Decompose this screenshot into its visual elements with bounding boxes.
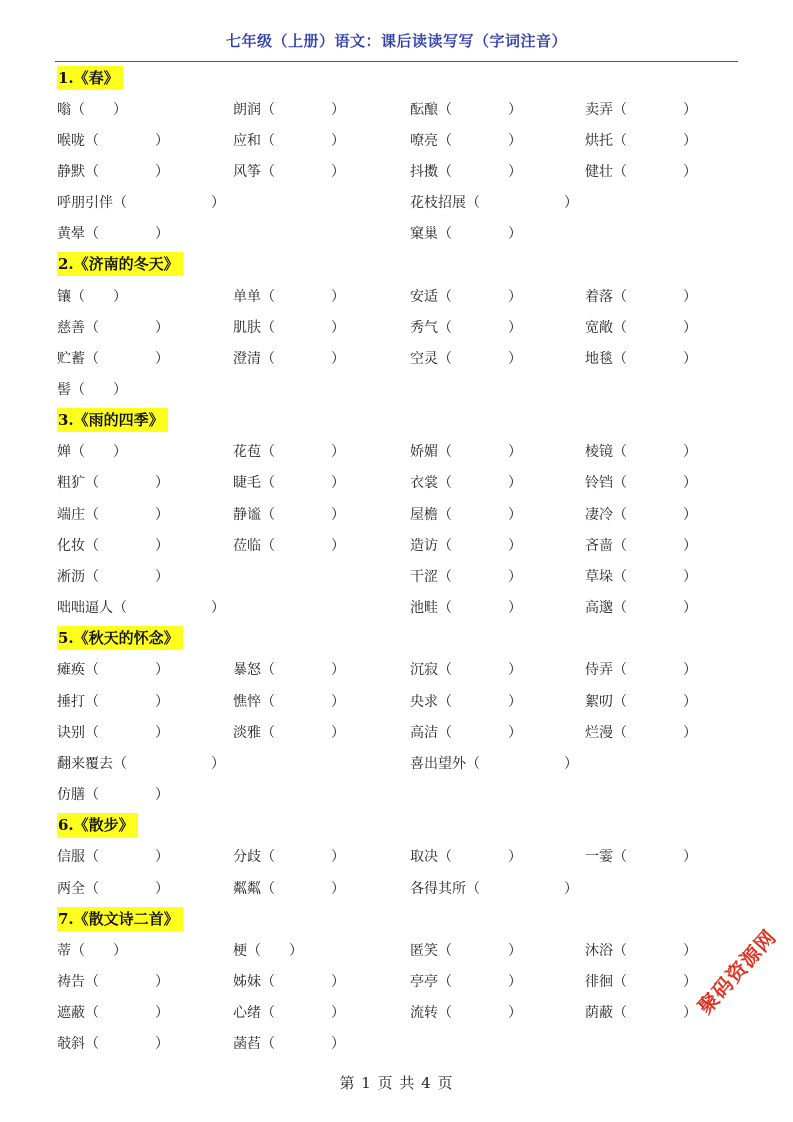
vocab-item: 烂漫（ ） bbox=[585, 724, 697, 741]
section-title: 6.《散步》 bbox=[57, 813, 138, 837]
vocab-item: 蒂（ ） bbox=[57, 942, 127, 959]
vocab-item: 流转（ ） bbox=[410, 1005, 522, 1022]
vocab-item: 草垛（ ） bbox=[585, 569, 697, 586]
word-row bbox=[57, 592, 737, 623]
vocab-item: 秀气（ ） bbox=[410, 319, 522, 336]
word-row bbox=[57, 779, 737, 810]
word-row bbox=[57, 997, 737, 1028]
vocab-item: 贮蓄（ ） bbox=[57, 350, 169, 367]
vocab-item: 侍弄（ ） bbox=[585, 662, 697, 679]
vocab-item: 池畦（ ） bbox=[410, 600, 522, 617]
vocab-item: 呼朋引伴（ ） bbox=[57, 195, 225, 212]
vocab-item: 取决（ ） bbox=[410, 849, 522, 866]
vocab-item: 信服（ ） bbox=[57, 849, 169, 866]
vocab-item: 亭亭（ ） bbox=[410, 973, 522, 990]
word-row bbox=[57, 1028, 737, 1059]
vocab-item: 淡雅（ ） bbox=[233, 724, 345, 741]
word-row bbox=[57, 654, 737, 685]
vocab-item: 干涩（ ） bbox=[410, 569, 522, 586]
vocab-item: 沐浴（ ） bbox=[585, 942, 697, 959]
section-title: 3.《雨的四季》 bbox=[57, 408, 168, 432]
vocab-item: 窠巢（ ） bbox=[410, 226, 522, 243]
word-row bbox=[57, 841, 737, 872]
section-header bbox=[57, 623, 737, 654]
vocab-item: 风筝（ ） bbox=[233, 163, 345, 180]
vocab-item: 婵（ ） bbox=[57, 444, 127, 461]
lesson-section bbox=[57, 903, 737, 1059]
vocab-item: 两全（ ） bbox=[57, 880, 169, 897]
page-number: 第 1 页 共 4 页 bbox=[339, 1074, 454, 1092]
section-header bbox=[57, 249, 737, 280]
vocab-item: 髻（ ） bbox=[57, 382, 127, 399]
vocab-item: 化妆（ ） bbox=[57, 537, 169, 554]
vocab-item: 高邈（ ） bbox=[585, 600, 697, 617]
vocab-item: 地毯（ ） bbox=[585, 350, 697, 367]
section-header bbox=[57, 62, 737, 93]
word-row bbox=[57, 374, 737, 405]
section-header bbox=[57, 405, 737, 436]
vocab-item: 应和（ ） bbox=[233, 132, 345, 149]
word-row bbox=[57, 934, 737, 965]
lesson-section bbox=[57, 62, 737, 249]
word-row bbox=[57, 436, 737, 467]
vocab-item: 嘹亮（ ） bbox=[410, 132, 522, 149]
vocab-item: 高洁（ ） bbox=[410, 724, 522, 741]
lesson-section bbox=[57, 405, 737, 623]
vocab-item: 淅沥（ ） bbox=[57, 569, 169, 586]
section-title: 2.《济南的冬天》 bbox=[57, 252, 183, 276]
vocab-item: 祷告（ ） bbox=[57, 973, 169, 990]
lesson-section bbox=[57, 623, 737, 810]
vocab-item: 粗犷（ ） bbox=[57, 475, 169, 492]
watermark-stamp: 聚码资源网 bbox=[692, 924, 782, 1019]
lesson-section bbox=[57, 249, 737, 405]
vocab-item: 娇媚（ ） bbox=[410, 444, 522, 461]
vocab-item: 遮蔽（ ） bbox=[57, 1005, 169, 1022]
vocab-item: 花枝招展（ ） bbox=[410, 195, 578, 212]
vocab-item: 暴怒（ ） bbox=[233, 662, 345, 679]
vocab-item: 端庄（ ） bbox=[57, 506, 169, 523]
vocab-item: 花苞（ ） bbox=[233, 444, 345, 461]
vocab-item: 粼粼（ ） bbox=[233, 880, 345, 897]
section-title: 1.《春》 bbox=[57, 66, 123, 90]
section-header bbox=[57, 810, 737, 841]
word-row bbox=[57, 716, 737, 747]
vocab-item: 心绪（ ） bbox=[233, 1005, 345, 1022]
vocab-item: 澄清（ ） bbox=[233, 350, 345, 367]
word-row bbox=[57, 965, 737, 996]
vocab-item: 菡萏（ ） bbox=[233, 1036, 345, 1053]
vocab-item: 衣裳（ ） bbox=[410, 475, 522, 492]
vocab-item: 吝啬（ ） bbox=[585, 537, 697, 554]
vocab-item: 空灵（ ） bbox=[410, 350, 522, 367]
vocab-item: 瘫痪（ ） bbox=[57, 662, 169, 679]
section-title: 5.《秋天的怀念》 bbox=[57, 626, 183, 650]
word-row bbox=[57, 93, 737, 124]
vocab-item: 慈善（ ） bbox=[57, 319, 169, 336]
vocab-item: 宽敞（ ） bbox=[585, 319, 697, 336]
vocab-item: 朗润（ ） bbox=[233, 101, 345, 118]
word-row bbox=[57, 342, 737, 373]
vocab-item: 安适（ ） bbox=[410, 288, 522, 305]
vocab-item: 絮叨（ ） bbox=[585, 693, 697, 710]
word-row bbox=[57, 685, 737, 716]
vocab-item: 翻来覆去（ ） bbox=[57, 755, 225, 772]
vocab-item: 喉咙（ ） bbox=[57, 132, 169, 149]
vocab-item: 肌肤（ ） bbox=[233, 319, 345, 336]
word-row bbox=[57, 747, 737, 778]
vocab-item: 静谧（ ） bbox=[233, 506, 345, 523]
vocab-item: 各得其所（ ） bbox=[410, 880, 578, 897]
vocab-item: 单单（ ） bbox=[233, 288, 345, 305]
vocab-item: 睫毛（ ） bbox=[233, 475, 345, 492]
word-row bbox=[57, 498, 737, 529]
vocab-item: 烘托（ ） bbox=[585, 132, 697, 149]
vocab-item: 莅临（ ） bbox=[233, 537, 345, 554]
vocab-item: 徘徊（ ） bbox=[585, 973, 697, 990]
vocab-item: 酝酿（ ） bbox=[410, 101, 522, 118]
vocab-item: 静默（ ） bbox=[57, 163, 169, 180]
vocab-item: 嗡（ ） bbox=[57, 101, 127, 118]
word-row bbox=[57, 529, 737, 560]
lesson-section bbox=[57, 810, 737, 903]
word-row bbox=[57, 311, 737, 342]
vocab-item: 仿膳（ ） bbox=[57, 787, 169, 804]
word-row bbox=[57, 187, 737, 218]
word-row bbox=[57, 155, 737, 186]
vocab-item: 凄冷（ ） bbox=[585, 506, 697, 523]
vocab-item: 造访（ ） bbox=[410, 537, 522, 554]
vocab-item: 喜出望外（ ） bbox=[410, 755, 578, 772]
vocab-item: 攲斜（ ） bbox=[57, 1036, 169, 1053]
vocab-item: 诀别（ ） bbox=[57, 724, 169, 741]
vocab-item: 铃铛（ ） bbox=[585, 475, 697, 492]
vocab-item: 黄晕（ ） bbox=[57, 226, 169, 243]
word-row bbox=[57, 467, 737, 498]
vocab-item: 抖擞（ ） bbox=[410, 163, 522, 180]
vocab-item: 匿笑（ ） bbox=[410, 942, 522, 959]
vocab-item: 憔悴（ ） bbox=[233, 693, 345, 710]
word-row bbox=[57, 560, 737, 591]
vocab-item: 镶（ ） bbox=[57, 288, 127, 305]
vocab-item: 棱镜（ ） bbox=[585, 444, 697, 461]
worksheet-body bbox=[57, 62, 737, 1059]
vocab-item: 屋檐（ ） bbox=[410, 506, 522, 523]
word-row bbox=[57, 218, 737, 249]
vocab-item: 咄咄逼人（ ） bbox=[57, 600, 225, 617]
vocab-item: 着落（ ） bbox=[585, 288, 697, 305]
vocab-item: 姊妹（ ） bbox=[233, 973, 345, 990]
vocab-item: 捶打（ ） bbox=[57, 693, 169, 710]
vocab-item: 分歧（ ） bbox=[233, 849, 345, 866]
page-title: 七年级（上册）语文：课后读读写写（字词注音） bbox=[225, 32, 567, 50]
vocab-item: 央求（ ） bbox=[410, 693, 522, 710]
vocab-item: 沉寂（ ） bbox=[410, 662, 522, 679]
vocab-item: 一霎（ ） bbox=[585, 849, 697, 866]
word-row bbox=[57, 872, 737, 903]
vocab-item: 梗（ ） bbox=[233, 942, 303, 959]
section-header bbox=[57, 903, 737, 934]
vocab-item: 健壮（ ） bbox=[585, 163, 697, 180]
vocab-item: 荫蔽（ ） bbox=[585, 1005, 697, 1022]
section-title: 7.《散文诗二首》 bbox=[57, 907, 183, 931]
word-row bbox=[57, 280, 737, 311]
word-row bbox=[57, 124, 737, 155]
vocab-item: 卖弄（ ） bbox=[585, 101, 697, 118]
